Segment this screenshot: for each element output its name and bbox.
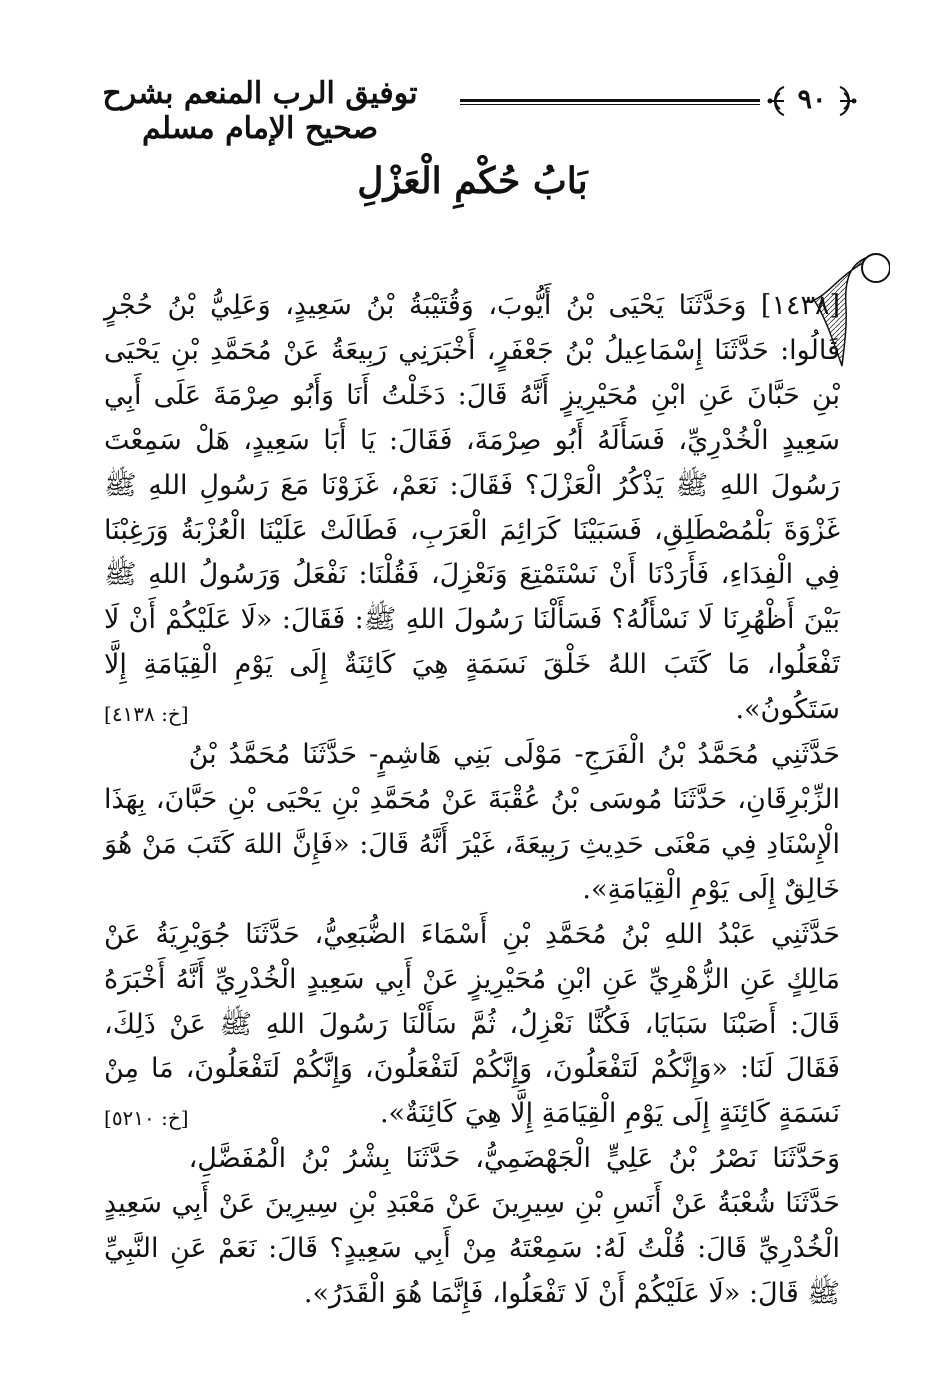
hadith-paragraph-1438 xyxy=(104,284,840,733)
hadith-paragraph xyxy=(104,733,840,913)
page-number: ٩٠ xyxy=(797,84,827,115)
paragraph-text: [١٤٣٨] وَحَدَّثَنَا يَحْيَى بْنُ أَيُّوبَ، وَقُتَيْبَةُ بْنُ سَعِيدٍ، وَعَلِيُّ بْنُ حُجْرٍ قَالُوا: حَدَّثَنَا إِسْمَاعِيلُ بْنُ جَعْفَرٍ، أَخْبَرَنِي رَبِيعَةُ عَنْ مُحَمَّدِ بْنِ يَحْيَى بْنِ حَبَّانَ عَنِ ابْنِ مُحَيْرِيزٍ أَنَّهُ قَالَ: دَخَلْتُ أَنَا وَأَبُو صِرْمَةَ عَلَى أَبِي سَعِيدٍ الْخُدْرِيِّ، فَسَأَلَهُ أَبُو صِرْمَةَ، فَقَالَ: يَا أَبَا سَعِيدٍ، هَلْ سَمِعْتَ رَسُولَ اللهِ ﷺ يَذْكُرُ الْعَزْلَ؟ فَقَالَ: نَعَمْ، غَزَوْنَا مَعَ رَسُولِ اللهِ ﷺ غَزْوَةَ بَلْمُصْطَلِقِ، فَسَبَيْنَا كَرَائِمَ الْعَرَبِ، فَطَالَتْ عَلَيْنَا الْعُزْبَةُ وَرَغِبْنَا فِي الْفِدَاءِ، فَأَرَدْنَا أَنْ نَسْتَمْتِعَ وَنَعْزِلَ، فَقُلْنَا: نَفْعَلُ وَرَسُولُ اللهِ ﷺ بَيْنَ أَظْهُرِنَا لَا نَسْأَلُهُ؟ فَسَأَلْنَا رَسُولَ اللهِ ﷺ: فَقَالَ: «لَا عَلَيْكُمْ أَنْ لَا تَفْعَلُوا، مَا كَتَبَ اللهُ خَلْقَ نَسَمَةٍ هِيَ كَائِنَةٌ إِلَى يَوْمِ الْقِيَامَةِ إِلَّا سَتَكُونُ». xyxy=(104,290,840,726)
ornament-left-icon xyxy=(766,85,786,117)
hadith-body xyxy=(104,284,840,1317)
book-title: توفيق الرب المنعم بشرح صحيح الإمام مسلم xyxy=(102,76,418,146)
bukhari-reference: [خ: ٥٢١٠] xyxy=(104,1106,189,1131)
bukhari-reference: [خ: ٤١٣٨] xyxy=(104,702,189,727)
header-rule xyxy=(460,99,760,105)
paragraph-text: حَدَّثَنِي عَبْدُ اللهِ بْنُ مُحَمَّدِ بْنِ أَسْمَاءَ الضُّبَعِيُّ، حَدَّثَنَا جُوَيْرِيَةُ عَنْ مَالِكٍ عَنِ الزُّهْرِيِّ عَنِ ابْنِ مُحَيْرِيزٍ عَنْ أَبِي سَعِيدٍ الْخُدْرِيِّ أَنَّهُ أَخْبَرَهُ قَالَ: أَصَبْنَا سَبَايَا، فَكُنَّا نَعْزِلُ، ثُمَّ سَأَلْنَا رَسُولَ اللهِ ﷺ عَنْ ذَلِكَ، فَقَالَ لَنَا: «وَإِنَّكُمْ لَتَفْعَلُونَ، وَإِنَّكُمْ لَتَفْعَلُونَ، وَإِنَّكُمْ لَتَفْعَلُونَ، مَا مِنْ نَسَمَةٍ كَائِنَةٍ إِلَى يَوْمِ الْقِيَامَةِ إِلَّا هِيَ كَائِنَةٌ». xyxy=(104,918,840,1130)
paragraph-text: وَحَدَّثَنَا نَصْرُ بْنُ عَلِيٍّ الْجَهْضَمِيُّ، حَدَّثَنَا بِشْرُ بْنُ الْمُفَضَّلِ، حَدَّثَنَا شُعْبَةُ عَنْ أَنَسِ بْنِ سِيرِينَ عَنْ مَعْبَدِ بْنِ سِيرِينَ عَنْ أَبِي سَعِيدٍ الْخُدْرِيِّ قَالَ: قُلْتُ لَهُ: سَمِعْتَهُ مِنْ أَبِي سَعِيدٍ؟ قَالَ: نَعَمْ عَنِ النَّبِيِّ ﷺ قَالَ: «لَا عَلَيْكُمْ أَنْ لَا تَفْعَلُوا، فَإِنَّمَا هُوَ الْقَدَرُ». xyxy=(104,1143,840,1309)
page-number-frame xyxy=(766,80,858,122)
paragraph-text: حَدَّثَنِي مُحَمَّدُ بْنُ الْفَرَجِ- مَوْلَى بَنِي هَاشِمٍ- حَدَّثَنَا مُحَمَّدُ بْنُ الزِّبْرِقَانِ، حَدَّثَنَا مُوسَى بْنُ عُقْبَةَ عَنْ مُحَمَّدِ بْنِ يَحْيَى بْنِ حَبَّانَ، بِهَذَا الْإِسْنَادِ فِي مَعْنَى حَدِيثِ رَبِيعَةَ، غَيْرَ أَنَّهُ قَالَ: «فَإِنَّ اللهَ كَتَبَ مَنْ هُوَ خَالِقٌ إِلَى يَوْمِ الْقِيَامَةِ». xyxy=(104,739,840,905)
hadith-paragraph xyxy=(104,913,840,1138)
ornament-right-icon xyxy=(838,85,858,117)
chapter-title: بَابُ حُكْمِ الْعَزْلِ xyxy=(357,160,588,202)
hadith-paragraph xyxy=(104,1137,840,1317)
running-header xyxy=(80,68,880,146)
